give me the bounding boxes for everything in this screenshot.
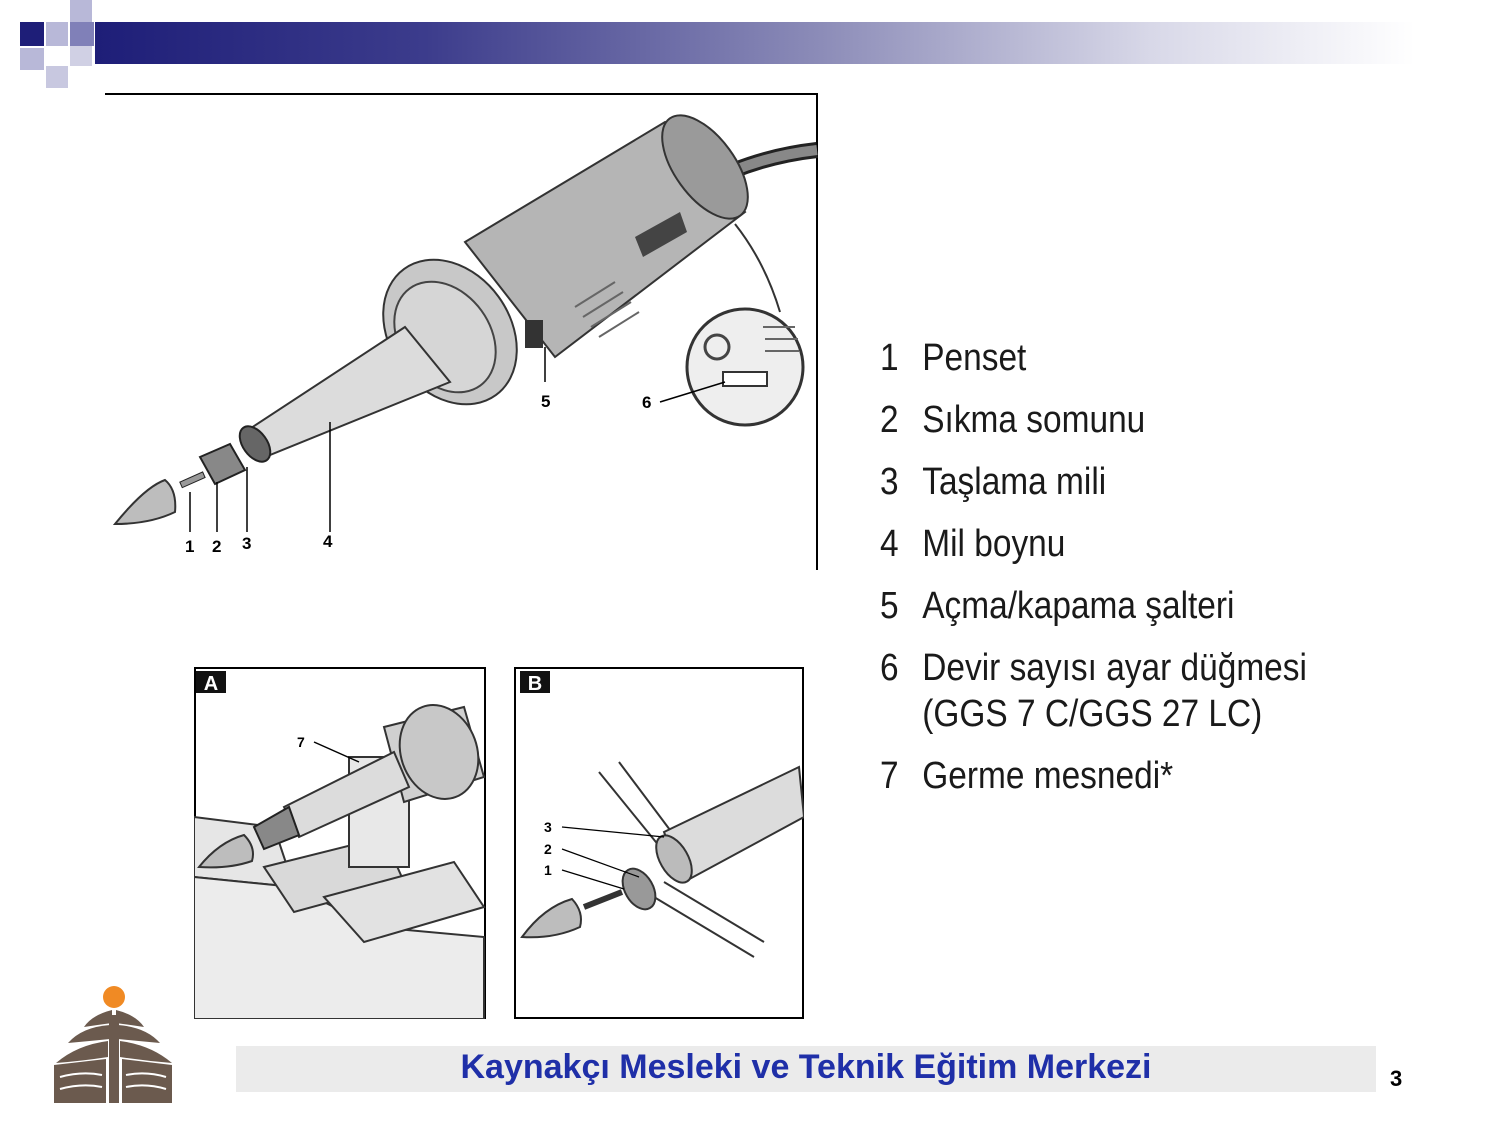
header-square-light (70, 0, 92, 22)
legend-text: Mil boynu (922, 523, 1066, 565)
header-square-dark (20, 22, 44, 46)
legend-item (880, 521, 1338, 567)
figure-a-label: A (203, 673, 219, 695)
legend-text: (GGS 7 C/GGS 27 LC) (922, 693, 1263, 735)
legend-number: 3 (880, 461, 899, 503)
main-callout-1: 1 (185, 537, 195, 556)
legend-text-multiline (922, 645, 1307, 737)
legend-item (880, 583, 1338, 629)
header-square-mid (70, 22, 94, 46)
header-square-light (46, 22, 68, 46)
legend-number: 2 (880, 399, 899, 441)
header-square-light (46, 66, 68, 88)
figure-a-callout-7: 7 (297, 734, 305, 750)
legend-text: Devir sayısı ayar düğmesi (922, 647, 1307, 689)
figure-a-clamped-in-vise (194, 667, 486, 1019)
legend-text: Penset (922, 337, 1027, 379)
main-callout-4: 4 (323, 532, 333, 551)
legend-item (880, 459, 1338, 505)
legend-number: 6 (880, 647, 899, 689)
figure-b-callout-3: 3 (544, 819, 552, 835)
legend-number: 4 (880, 523, 899, 565)
header-square-light (20, 48, 44, 70)
legend-number: 7 (880, 755, 899, 797)
main-callout-3: 3 (242, 534, 252, 553)
figure-b-callout-2: 2 (544, 841, 552, 857)
legend-number: 5 (880, 585, 899, 627)
legend-item (880, 335, 1338, 381)
legend-text: Açma/kapama şalteri (922, 585, 1235, 627)
grinder-main-diagram (105, 92, 820, 570)
legend-item (880, 645, 1338, 737)
legend-number: 1 (880, 337, 899, 379)
legend-item (880, 397, 1338, 443)
institution-logo (52, 985, 174, 1107)
legend-item (880, 753, 1338, 799)
footer-title: Kaynakçı Mesleki ve Teknik Eğitim Merkezi (460, 1048, 1152, 1086)
figure-b-label: B (527, 673, 543, 695)
main-callout-6: 6 (642, 393, 652, 412)
main-callout-5: 5 (541, 392, 551, 411)
legend-text: Sıkma somunu (922, 399, 1146, 441)
legend-text: Germe mesnedi* (922, 755, 1174, 797)
header-square-light (70, 46, 92, 66)
figure-b-changing-grinding-point (514, 667, 804, 1019)
page-number: 3 (1390, 1066, 1403, 1091)
legend-text: Taşlama mili (922, 461, 1107, 503)
parts-legend (880, 335, 1338, 815)
header-gradient-bar (95, 22, 1415, 64)
figure-b-callout-1: 1 (544, 862, 552, 878)
main-callout-2: 2 (212, 537, 222, 556)
